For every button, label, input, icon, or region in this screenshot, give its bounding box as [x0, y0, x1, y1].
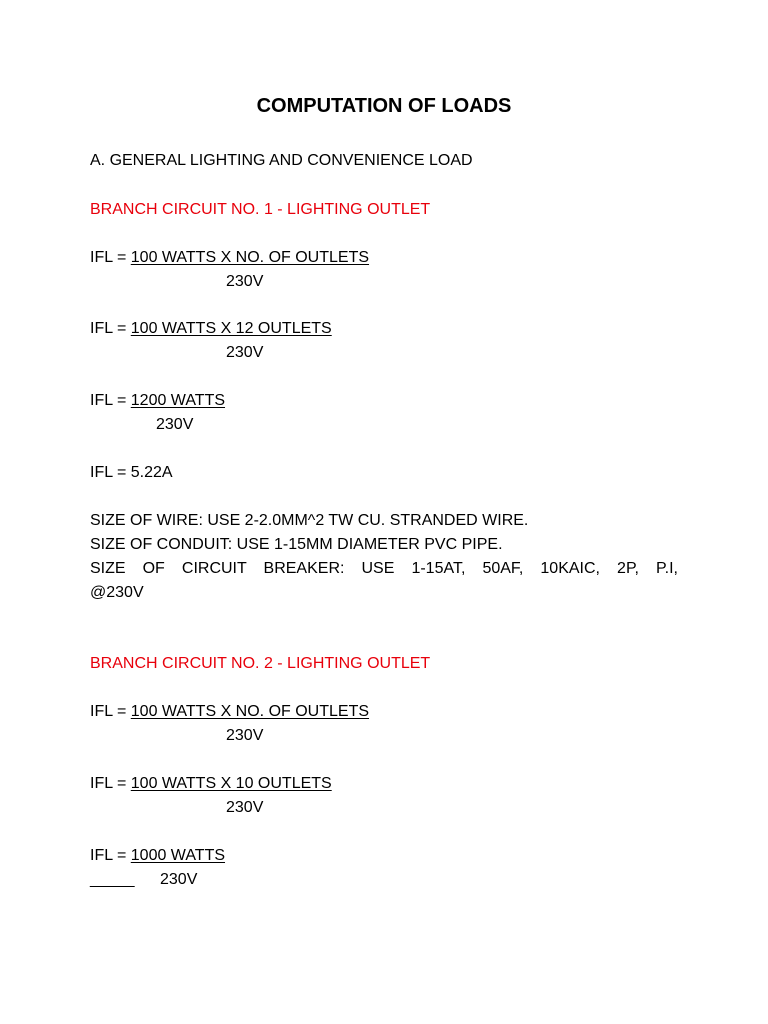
circuit-1-conduit-size: SIZE OF CONDUIT: USE 1-15MM DIAMETER PVC PIPE.	[90, 536, 503, 553]
circuit-2-formula-1	[90, 704, 369, 720]
circuit-1-heading: BRANCH CIRCUIT NO. 1 - LIGHTING OUTLET	[90, 201, 431, 218]
circuit-2-formula-3-blank: _____	[90, 871, 135, 888]
page-title: COMPUTATION OF LOADS	[256, 95, 512, 117]
formula-numerator: 100 WATTS X NO. OF OUTLETS	[130, 249, 370, 266]
circuit-2-formula-2	[90, 776, 332, 792]
formula-numerator: 100 WATTS X 12 OUTLETS	[130, 320, 332, 337]
circuit-2-heading: BRANCH CIRCUIT NO. 2 - LIGHTING OUTLET	[90, 655, 431, 672]
circuit-2-formula-3-denominator: 230V	[160, 871, 198, 888]
circuit-1-formula-3-denominator: 230V	[156, 416, 194, 433]
formula-prefix: IFL =	[90, 847, 131, 864]
circuit-1-wire-size: SIZE OF WIRE: USE 2-2.0MM^2 TW CU. STRANDED WIRE.	[90, 512, 529, 529]
circuit-1-result: IFL = 5.22A	[90, 464, 173, 481]
formula-numerator: 100 WATTS X 10 OUTLETS	[130, 775, 332, 792]
circuit-2-formula-1-denominator: 230V	[226, 727, 264, 744]
formula-prefix: IFL =	[90, 249, 131, 266]
circuit-2-formula-3	[90, 848, 225, 864]
circuit-1-formula-2	[90, 321, 332, 337]
formula-numerator: 1200 WATTS	[130, 392, 226, 409]
formula-prefix: IFL =	[90, 320, 131, 337]
formula-prefix: IFL =	[90, 392, 131, 409]
circuit-1-formula-3	[90, 393, 225, 409]
circuit-1-formula-1-denominator: 230V	[226, 273, 264, 290]
circuit-1-formula-1	[90, 250, 369, 266]
circuit-1-breaker-size-continued: @230V	[90, 584, 144, 601]
formula-numerator: 100 WATTS X NO. OF OUTLETS	[130, 703, 370, 720]
formula-prefix: IFL =	[90, 775, 131, 792]
section-heading: A. GENERAL LIGHTING AND CONVENIENCE LOAD	[90, 152, 473, 169]
circuit-2-formula-2-denominator: 230V	[226, 799, 264, 816]
circuit-1-formula-2-denominator: 230V	[226, 344, 264, 361]
formula-numerator: 1000 WATTS	[130, 847, 226, 864]
formula-prefix: IFL =	[90, 703, 131, 720]
circuit-1-breaker-size: SIZE OF CIRCUIT BREAKER: USE 1-15AT, 50AF, 10KAIC, 2P, P.I,	[90, 560, 678, 577]
